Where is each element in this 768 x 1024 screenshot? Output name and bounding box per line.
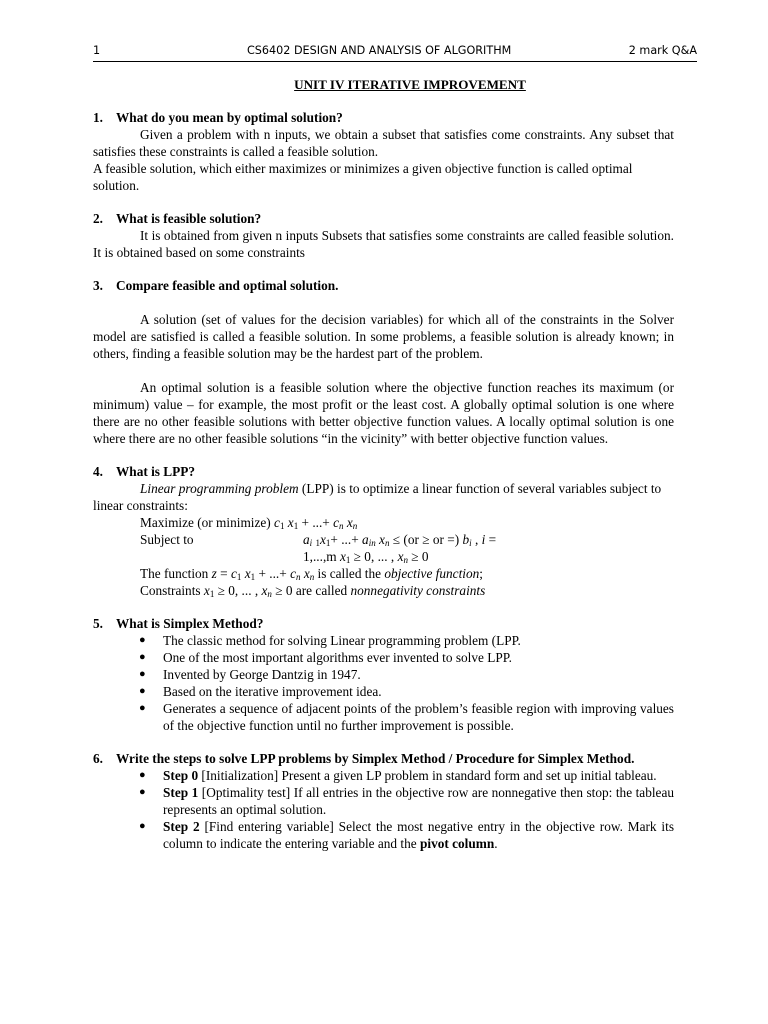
page-header bbox=[93, 44, 697, 62]
header-right-label: 2 mark Q&A bbox=[628, 44, 697, 57]
list-item: ● Step 2 [Find entering variable] Select the most negative entry in the objective row. Mark its column to indicate the entering variable and the pivot column. bbox=[139, 819, 674, 851]
answer-1-paragraph-1: Given a problem with n inputs, we obtain a subset that satisfies come constraints. Any subset that satisfies these constraints is called a feasible solution. bbox=[93, 127, 674, 159]
list-item: ● Based on the iterative improvement idea. bbox=[139, 684, 382, 699]
list-item: ● The classic method for solving Linear programming problem (LPP. bbox=[139, 633, 521, 648]
bullet-icon: ● bbox=[139, 651, 146, 663]
course-title: CS6402 DESIGN AND ANALYSIS OF ALGORITHM bbox=[247, 44, 512, 57]
page-number: 1 bbox=[93, 44, 101, 57]
bullet-icon: ● bbox=[139, 702, 146, 714]
answer-2-paragraph-1: It is obtained from given n inputs Subsets that satisfies some constraints are called feasible solution. It is obtained based on some constraints bbox=[93, 228, 674, 260]
question-6: 6. Write the steps to solve LPP problems by Simplex Method / Procedure for Simplex Method. bbox=[93, 751, 635, 766]
lpp-constraints: Subject to $a_i$ $_1x_1+$ ...+ $a_{in}$ $x_n \le (or$ ≥ or =) $b_i$ , i = 1,...,m $x_1 \ge 0$, ... , $x_n \ge 0$ bbox=[140, 532, 497, 565]
list-item: ● Generates a sequence of adjacent points of the problem’s feasible region with improving values of the objective function until no further improvement is possible. bbox=[139, 701, 674, 733]
question-2: 2. What is feasible solution? bbox=[93, 211, 262, 226]
question-3: 3. Compare feasible and optimal solution. bbox=[93, 278, 339, 293]
answer-1-paragraph-2: A feasible solution, which either maximizes or minimizes a given objective function is called optimal solution. bbox=[93, 161, 633, 193]
list-item: ● One of the most important algorithms ever invented to solve LPP. bbox=[139, 650, 512, 665]
list-item: ● Invented by George Dantzig in 1947. bbox=[139, 667, 361, 682]
lpp-formulation bbox=[93, 514, 674, 599]
bullet-icon: ● bbox=[139, 786, 146, 798]
question-5: 5. What is Simplex Method? bbox=[93, 616, 264, 631]
bullet-icon: ● bbox=[139, 769, 146, 781]
answer-3-paragraph-1: A solution (set of values for the decision variables) for which all of the constraints in the Solver model are satisfied is called a feasible solution. In some problems, a feasible solution is already known; in others, finding a feasible solution may be the hardest part of the problem. bbox=[93, 312, 674, 361]
lpp-function-description: The function $z = c_1$ $x_1$ + ...+ $c_n$ $x_n$ is called the objective function; Constraints $x_1 \ge 0$, ... , $x_n \ge 0$ are called nonnegativity constraints bbox=[140, 566, 486, 599]
question-1: 1. What do you mean by optimal solution? bbox=[93, 110, 343, 125]
simplex-bullet-list bbox=[93, 632, 674, 734]
list-item: ● Step 1 [Optimality test] If all entries in the objective row are nonnegative then stop: the tableau represents an optimal solution. bbox=[139, 785, 674, 817]
answer-3-paragraph-2: An optimal solution is a feasible solution where the objective function reaches its maximum (or minimum) value – for example, the most profit or the least cost. A globally optimal solution is one where there are no other feasible solutions with better objective function values. A locally optimal solution is one where there are no other feasible solutions “in the vicinity” with better objective function values. bbox=[93, 380, 674, 446]
document-body bbox=[93, 109, 674, 852]
question-4: 4. What is LPP? bbox=[93, 464, 196, 479]
list-item: ● Step 0 [Initialization] Present a given LP problem in standard form and set up initial tableau. bbox=[139, 768, 657, 783]
bullet-icon: ● bbox=[139, 820, 146, 832]
bullet-icon: ● bbox=[139, 685, 146, 697]
lpp-definition: Linear programming problem (LPP) is to optimize a linear function of several variables subject to linear constraints: bbox=[93, 481, 662, 513]
lpp-objective: Maximize (or minimize) $c_1$ $x_1$ + ...+ $c_n$ $x_n$ bbox=[140, 515, 358, 531]
bullet-icon: ● bbox=[139, 634, 146, 646]
unit-title: UNIT IV ITERATIVE IMPROVEMENT bbox=[294, 77, 526, 92]
bullet-icon: ● bbox=[139, 668, 146, 680]
simplex-steps-list bbox=[93, 767, 674, 852]
